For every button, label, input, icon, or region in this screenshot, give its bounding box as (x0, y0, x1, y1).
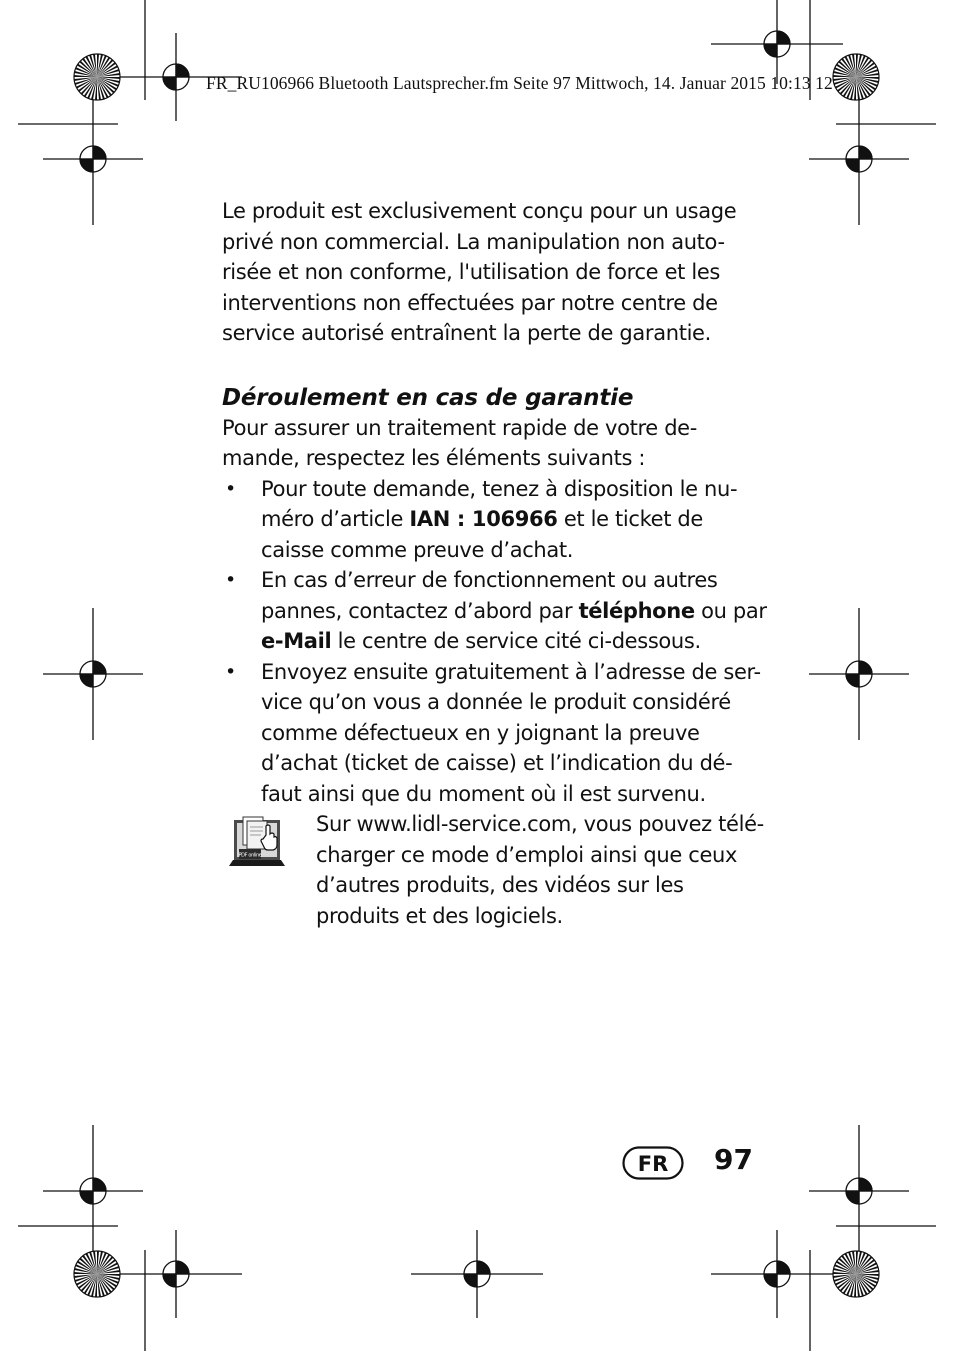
registration-crosshair-icon (110, 1230, 242, 1318)
section-heading: Déroulement en cas de garantie (222, 384, 634, 411)
download-tip (222, 809, 767, 931)
registration-rosette-icon (74, 54, 120, 100)
registration-crosshair-icon (411, 1230, 543, 1318)
pdf-online-icon (226, 813, 288, 869)
email-term: e-Mail (261, 629, 332, 653)
bullet-icon: • (225, 660, 236, 683)
page-content (222, 196, 767, 931)
registration-crosshair-icon (43, 1125, 143, 1257)
list-item: • Envoyez ensuite gratuitement à l’adresse de ser-vice qu’on vous a donnée le produit considéré comme défectueux en y joignant la preuve d’achat (ticket de caisse) et l’indication du dé-faut ainsi que du moment où il est survenu. (222, 657, 767, 810)
intro-paragraph: Le produit est exclusivement conçu pour un usage privé non commercial. La manipulation non auto-risée et non conforme, l'utilisation de force et les interventions non effectuées par notre centre de service autorisé entraînent la perte de garantie. (222, 199, 737, 345)
file-info-header: FR_RU106966 Bluetooth Lautsprecher.fm Seite 97 Mittwoch, 14. Januar 2015 10:13 12 (206, 73, 833, 93)
article-number: IAN : 106966 (409, 507, 558, 531)
registration-crosshair-icon (809, 608, 909, 740)
tip-text: Sur www.lidl-service.com, vous pouvez télé-charger ce mode d’emploi ainsi que ceux d’autres produits, des vidéos sur les produits et des logiciels. (316, 812, 764, 928)
registration-crosshair-icon (809, 1125, 909, 1257)
page-number: 97 (714, 1143, 753, 1176)
registration-rosette-icon (833, 1251, 879, 1297)
language-badge (622, 1146, 684, 1180)
registration-crosshair-icon (809, 93, 909, 225)
instruction-list (222, 474, 767, 810)
bullet-icon: • (225, 569, 236, 591)
registration-crosshair-icon (711, 0, 843, 84)
telephone-term: téléphone (578, 598, 695, 623)
list-item: • En cas d’erreur de fonctionnement ou autres pannes, contactez d’abord par téléphone ou par e-Mail le centre de service cité ci-dessous. (222, 565, 767, 657)
bullet-icon: • (225, 477, 236, 500)
registration-crosshair-icon (43, 608, 143, 740)
registration-crosshair-icon (711, 1230, 843, 1318)
list-item: • Pour toute demande, tenez à disposition le nu-méro d’article IAN : 106966 et le ticket de caisse comme preuve d’achat. (222, 474, 767, 566)
registration-crosshair-icon (43, 93, 143, 225)
registration-rosette-icon (74, 1251, 120, 1297)
svg-text:PDF online: PDF online (238, 852, 262, 859)
svg-text:FR: FR (637, 1152, 669, 1176)
section-lead: Pour assurer un traitement rapide de votre de-mande, respectez les éléments suivants : (222, 415, 697, 470)
